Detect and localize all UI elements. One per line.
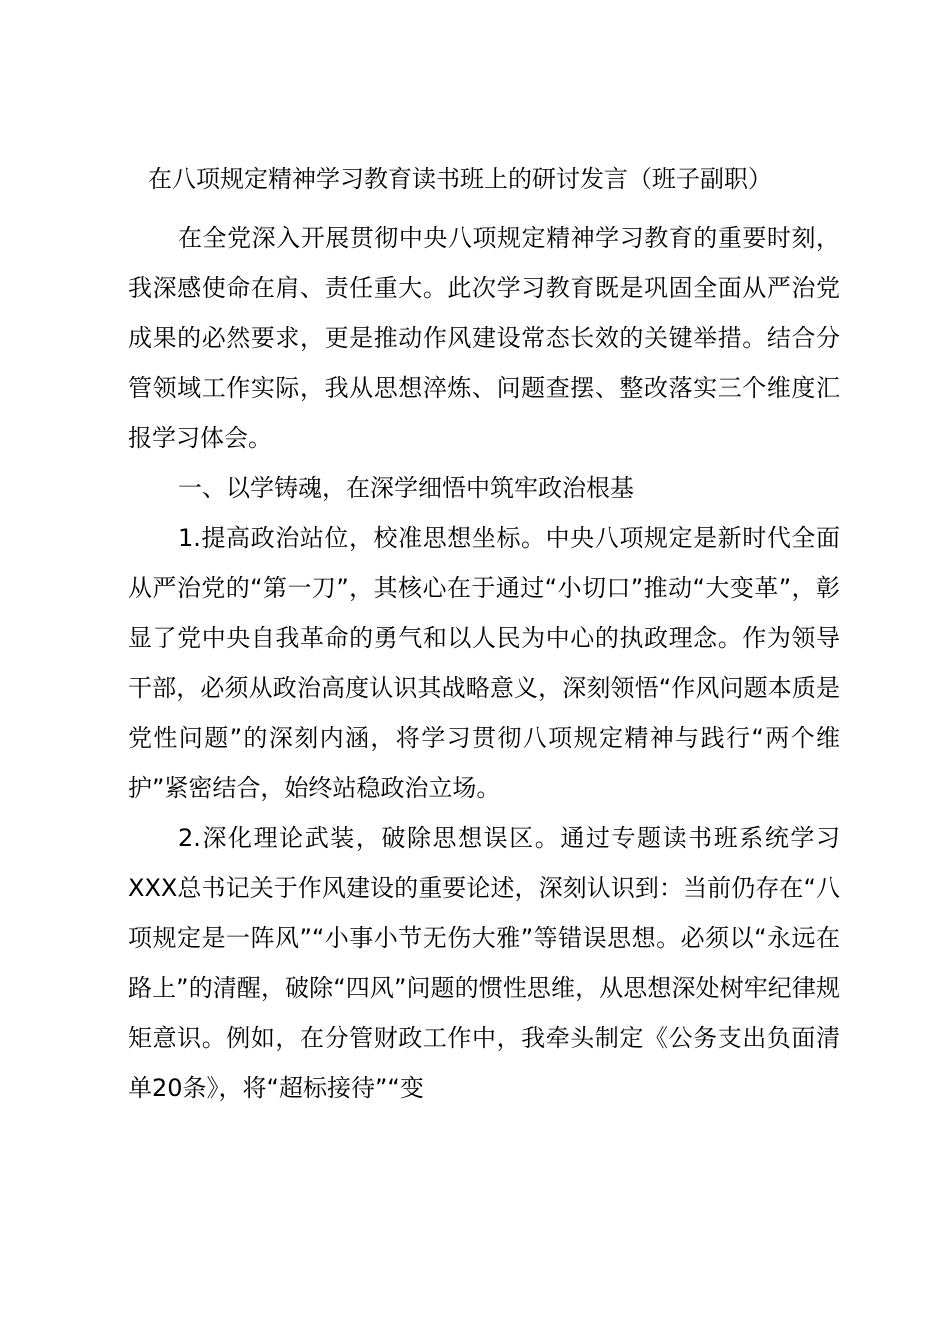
intro-paragraph: 在全党深入开展贯彻中央八项规定精神学习教育的重要时刻，我深感使命在肩、责任重大。此次学习教育既是巩固全面从严治党成果的必然要求，更是推动作风建设常态长效的关键举措。结合分管领域工作实际，我从思想淬炼、问题查摆、整改落实三个维度汇报学习体会。 [128,224,840,452]
document-title: 在八项规定精神学习教育读书班上的研讨发言（班子副职） [148,165,772,193]
point-1-paragraph: 1.提高政治站位，校准思想坐标。中央八项规定是新时代全面从严治党的“第一刀”，其核心在于通过“小切口”推动“大变革”，彰显了党中央自我革命的勇气和以人民为中心的执政理念。作为领导干部，必须从政治高度认识其战略意义，深刻领悟“作风问题本质是党性问题”的深刻内涵，将学习贯彻八项规定精神与践行“两个维护”紧密结合，始终站稳政治立场。 [128,524,840,802]
section-1-heading: 一、以学铸魂，在深学细悟中筑牢政治根基 [178,474,634,502]
document-body [128,213,840,1113]
point-2-paragraph: 2.深化理论武装，破除思想误区。通过专题读书班系统学习XXX总书记关于作风建设的重要论述，深刻认识到：当前仍存在“八项规定是一阵风”“小事小节无伤大雅”等错误思想。必须以“永远在路上”的清醒，破除“四风”问题的惯性思维，从思想深处树牢纪律规矩意识。例如，在分管财政工作中，我牵头制定《公务支出负面清单20条》，将“超标接待”“变 [128,824,840,1102]
